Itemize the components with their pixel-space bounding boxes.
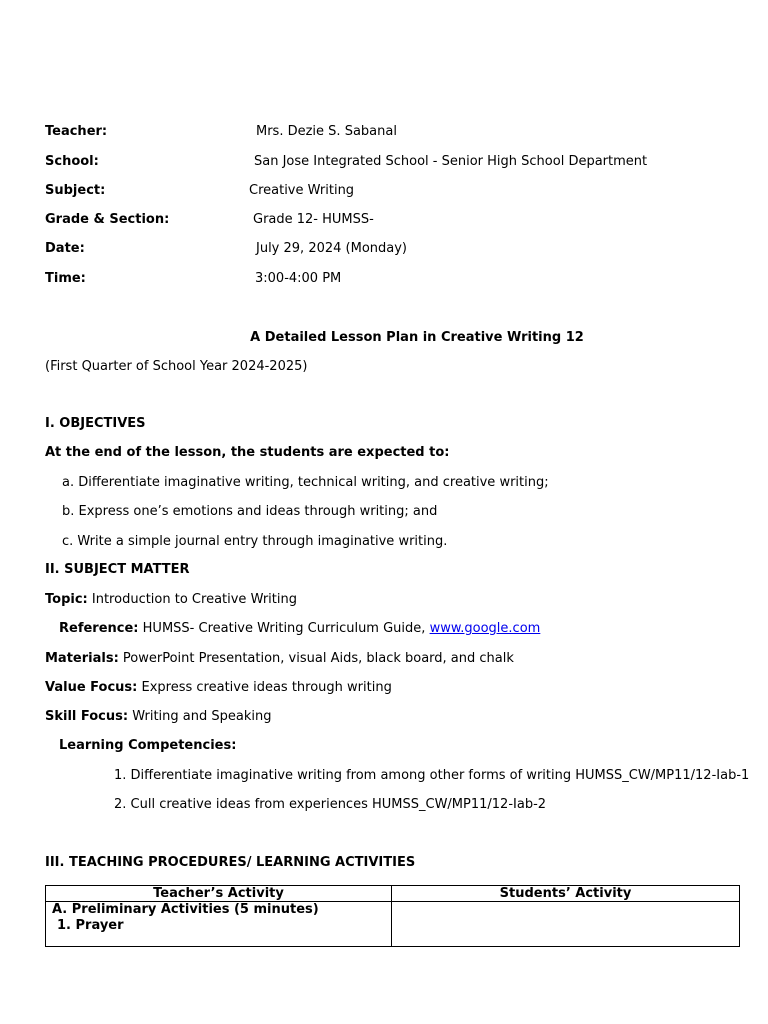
competency-item: 2. Cull creative ideas from experiences HUMSS_CW/MP11/12-Iab-2 [114,797,547,812]
topic-line [45,592,297,608]
teacher-label: Teacher: [45,124,108,139]
objectives-heading: I. OBJECTIVES [45,416,146,431]
prayer-label: 1. Prayer [57,918,124,933]
activities-table [45,885,740,947]
topic-value: Introduction to Creative Writing [91,592,297,607]
reference-label: Reference: [59,621,139,636]
materials-value: PowerPoint Presentation, visual Aids, black board, and chalk [122,651,514,666]
competencies-heading: Learning Competencies: [59,738,237,753]
procedures-heading: III. TEACHING PROCEDURES/ LEARNING ACTIVITIES [45,855,416,870]
date-label: Date: [45,241,85,256]
teacher-activity-cell [46,902,392,947]
subject-matter-heading: II. SUBJECT MATTER [45,562,190,577]
grade-value: Grade 12- HUMSS- [253,212,374,227]
competency-item: 1. Differentiate imaginative writing from among other forms of writing HUMSS_CW/MP11/12-Iab-1 [114,768,750,783]
time-label: Time: [45,271,86,286]
teacher-activity-header: Teacher’s Activity [46,886,392,902]
subject-value: Creative Writing [249,183,355,198]
time-value: 3:00-4:00 PM [255,271,342,286]
students-activity-header: Students’ Activity [392,886,740,902]
table-header-row [46,886,740,902]
page-title: A Detailed Lesson Plan in Creative Writing 12 [250,330,584,345]
school-value: San Jose Integrated School - Senior High School Department [254,154,648,169]
skill-focus-value: Writing and Speaking [132,709,272,724]
table-row [46,902,740,947]
page-subtitle: (First Quarter of School Year 2024-2025) [45,359,308,374]
grade-label: Grade & Section: [45,212,170,227]
value-focus-value: Express creative ideas through writing [141,680,392,695]
students-activity-cell [392,902,740,947]
teacher-value: Mrs. Dezie S. Sabanal [256,124,397,139]
date-value: July 29, 2024 (Monday) [256,241,407,256]
subject-label: Subject: [45,183,106,198]
materials-label: Materials: [45,651,119,666]
reference-value: HUMSS- Creative Writing Curriculum Guide, [142,621,426,636]
skill-focus-label: Skill Focus: [45,709,129,724]
reference-link[interactable]: www.google.com [429,621,541,636]
objective-item: a. Differentiate imaginative writing, technical writing, and creative writing; [62,475,549,490]
objective-item: b. Express one’s emotions and ideas through writing; and [62,504,438,519]
value-focus-label: Value Focus: [45,680,138,695]
materials-line [45,651,514,667]
reference-line [59,621,540,637]
topic-label: Topic: [45,592,88,607]
objectives-intro: At the end of the lesson, the students are expected to: [45,445,450,460]
preliminary-activities-label: A. Preliminary Activities (5 minutes) [52,902,319,917]
skill-focus-line [45,709,271,725]
school-label: School: [45,154,99,169]
value-focus-line [45,680,392,696]
objective-item: c. Write a simple journal entry through imaginative writing. [62,534,448,549]
